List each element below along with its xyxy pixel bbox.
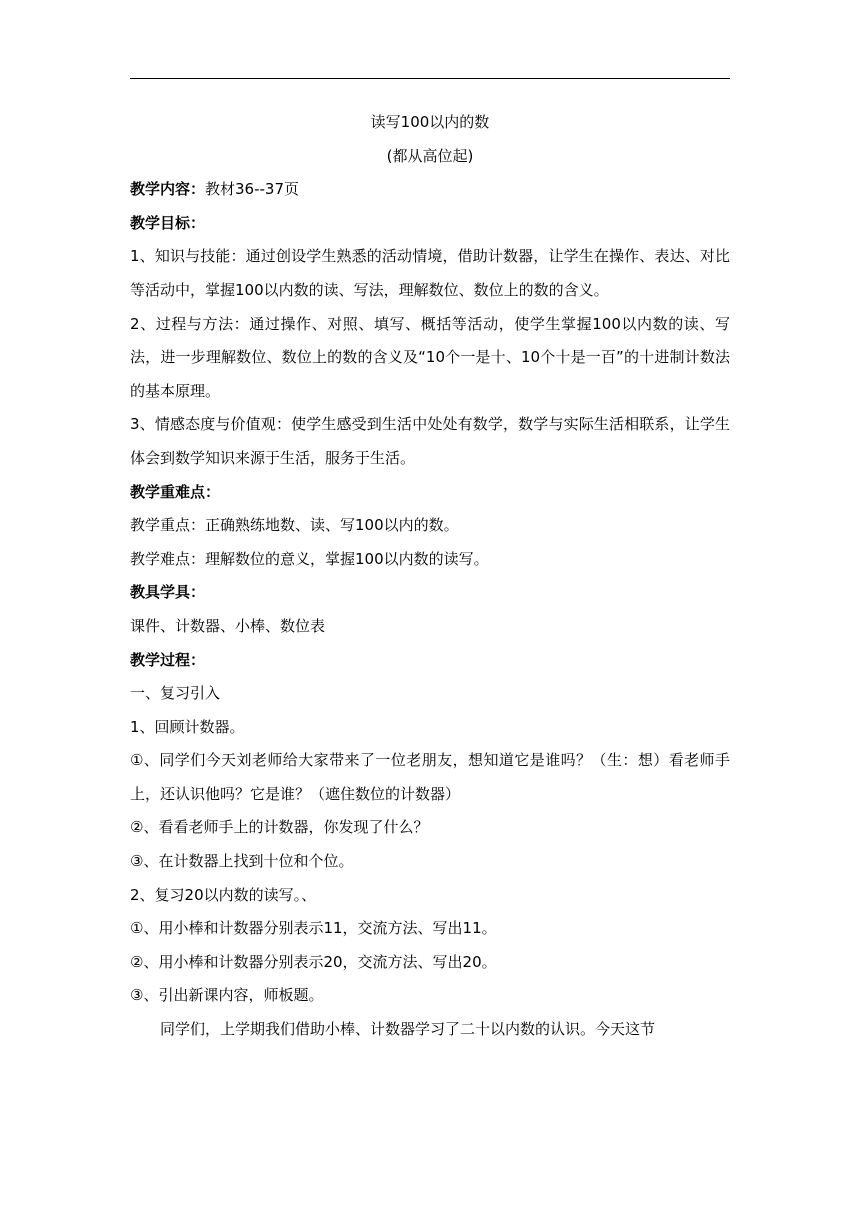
key-difficult-heading: 教学重难点： xyxy=(130,482,221,501)
step-review-counter-c: ③、在计数器上找到十位和个位。 xyxy=(130,852,354,871)
document-body xyxy=(130,106,730,1047)
teaching-process-heading: 教学过程： xyxy=(130,650,206,669)
goal-process-method: 2、过程与方法：通过操作、对照、填写、概括等活动，使学生掌握100以内数的读、写法，进一步理解数位、数位上的数的含义及“10个一是十、10个十是一百”的十进制计数法的基本原理。 xyxy=(130,314,730,400)
goal-attitude-values: 3、情感态度与价值观：使学生感受到生活中处处有数学，数学与实际生活相联系，让学生体会到数学知识来源于生活，服务于生活。 xyxy=(130,415,730,467)
goal-knowledge-skills: 1、知识与技能：通过创设学生熟悉的活动情境，借助计数器，让学生在操作、表达、对比等活动中，掌握100以内数的读、写法，理解数位、数位上的数的含义。 xyxy=(130,247,730,299)
step-review-counter-a: ①、同学们今天刘老师给大家带来了一位老朋友，想知道它是谁吗？（生：想）看老师手上，还认识他吗？它是谁？（遮住数位的计数器） xyxy=(130,751,730,803)
step-review-20: 2、复习20以内数的读写。、 xyxy=(130,885,317,904)
difficult-point: 教学难点：理解数位的意义，掌握100以内数的读写。 xyxy=(130,549,489,568)
step-review-counter-b: ②、看看老师手上的计数器，你发现了什么？ xyxy=(130,818,429,837)
document-title: 读写100以内的数 xyxy=(370,113,490,131)
step-review-20-c: ③、引出新课内容，师板题。 xyxy=(130,986,324,1005)
step-review-counter: 1、回顾计数器。 xyxy=(130,717,245,736)
document-subtitle: (都从高位起) xyxy=(386,146,474,165)
teaching-tools-list: 课件、计数器、小棒、数位表 xyxy=(130,616,326,635)
section-review-intro: 一、复习引入 xyxy=(130,684,221,703)
step-review-20-a: ①、用小棒和计数器分别表示11，交流方法、写出11。 xyxy=(130,919,497,938)
key-point: 教学重点：正确熟练地数、读、写100以内的数。 xyxy=(130,516,459,535)
teaching-content xyxy=(130,173,730,207)
teaching-tools-heading: 教具学具： xyxy=(130,583,206,602)
teaching-goals-heading: 教学目标： xyxy=(130,213,206,232)
teaching-content-label: 教学内容： xyxy=(130,180,206,199)
teaching-content-value: 教材36--37页 xyxy=(205,180,300,199)
header-rule xyxy=(130,78,730,79)
step-review-20-b: ②、用小棒和计数器分别表示20，交流方法、写出20。 xyxy=(130,952,497,971)
closing-paragraph: 同学们，上学期我们借助小棒、计数器学习了二十以内数的认识。今天这节 xyxy=(160,1020,656,1039)
